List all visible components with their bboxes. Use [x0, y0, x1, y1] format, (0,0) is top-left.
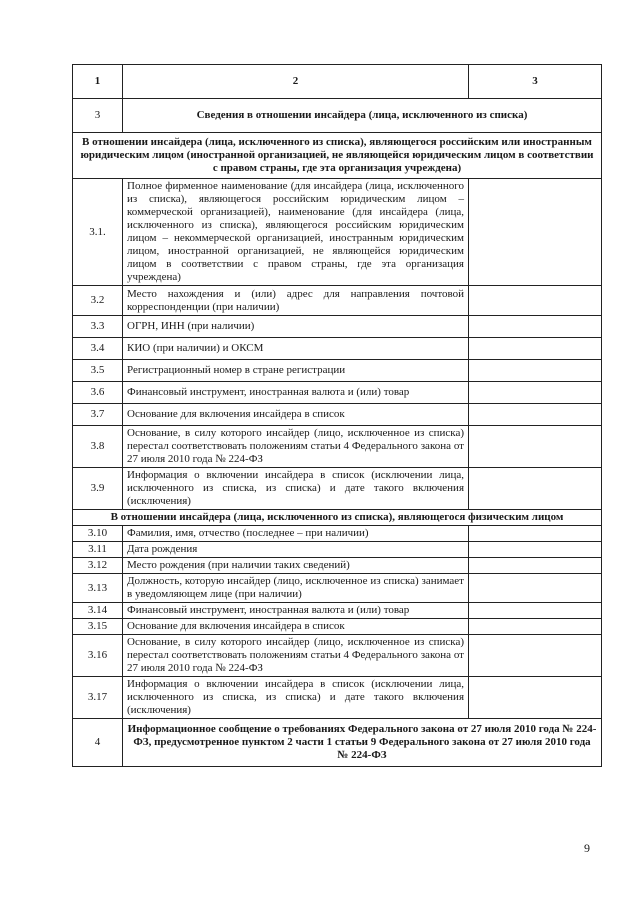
- row-description: Финансовый инструмент, иностранная валюта и (или) товар: [123, 603, 469, 619]
- header-col-2: 2: [123, 65, 469, 99]
- row-description: Должность, которую инсайдер (лицо, исключенное из списка) занимает в уведомляющем лице (при наличии): [123, 574, 469, 603]
- row-number: 3.16: [73, 635, 123, 677]
- row-value-cell: [469, 179, 602, 286]
- row-description: Фамилия, имя, отчество (последнее – при наличии): [123, 526, 469, 542]
- section-3-title: Сведения в отношении инсайдера (лица, исключенного из списка): [123, 99, 602, 133]
- table-row: [73, 382, 602, 404]
- header-col-3: 3: [469, 65, 602, 99]
- row-description: Информация о включении инсайдера в список (исключении лица, исключенного из списка, из списка) и дате такого включения (исключения): [123, 468, 469, 510]
- row-value-cell: [469, 338, 602, 360]
- row-number: 3.5: [73, 360, 123, 382]
- row-description: Место нахождения и (или) адрес для направления почтовой корреспонденции (при наличии): [123, 286, 469, 316]
- table-row: [73, 179, 602, 286]
- individual-header: В отношении инсайдера (лица, исключенного из списка), являющегося физическим лицом: [73, 510, 602, 526]
- legal-entity-header-row: [73, 133, 602, 179]
- row-number: 3.3: [73, 316, 123, 338]
- section-3-row: [73, 99, 602, 133]
- row-number: 3.1.: [73, 179, 123, 286]
- row-value-cell: [469, 468, 602, 510]
- row-value-cell: [469, 526, 602, 542]
- table-row: [73, 542, 602, 558]
- row-description: Основание, в силу которого инсайдер (лицо, исключенное из списка) перестал соответствовать положениям статьи 4 Федерального закона от 27 июля 2010 года № 224-ФЗ: [123, 426, 469, 468]
- section-4-number: 4: [73, 719, 123, 767]
- row-value-cell: [469, 558, 602, 574]
- row-number: 3.2: [73, 286, 123, 316]
- section-3-number: 3: [73, 99, 123, 133]
- table-row: [73, 635, 602, 677]
- insider-info-table: [72, 64, 602, 767]
- table-row: [73, 574, 602, 603]
- section-4-row: [73, 719, 602, 767]
- table-row: [73, 404, 602, 426]
- row-value-cell: [469, 382, 602, 404]
- table-row: [73, 603, 602, 619]
- row-description: Основание, в силу которого инсайдер (лицо, исключенное из списка) перестал соответствовать положениям статьи 4 Федерального закона от 27 июля 2010 года № 224-ФЗ: [123, 635, 469, 677]
- table-row: [73, 338, 602, 360]
- row-value-cell: [469, 574, 602, 603]
- row-description: КИО (при наличии) и ОКСМ: [123, 338, 469, 360]
- row-value-cell: [469, 286, 602, 316]
- row-description: Финансовый инструмент, иностранная валюта и (или) товар: [123, 382, 469, 404]
- table-row: [73, 526, 602, 542]
- row-value-cell: [469, 619, 602, 635]
- row-number: 3.6: [73, 382, 123, 404]
- row-description: ОГРН, ИНН (при наличии): [123, 316, 469, 338]
- row-number: 3.10: [73, 526, 123, 542]
- row-number: 3.15: [73, 619, 123, 635]
- table-row: [73, 677, 602, 719]
- row-description: Место рождения (при наличии таких сведений): [123, 558, 469, 574]
- row-description: Основание для включения инсайдера в список: [123, 619, 469, 635]
- row-description: Регистрационный номер в стране регистрации: [123, 360, 469, 382]
- row-value-cell: [469, 360, 602, 382]
- table-row: [73, 286, 602, 316]
- row-number: 3.8: [73, 426, 123, 468]
- row-value-cell: [469, 426, 602, 468]
- row-number: 3.7: [73, 404, 123, 426]
- row-value-cell: [469, 542, 602, 558]
- table-row: [73, 426, 602, 468]
- individual-header-row: [73, 510, 602, 526]
- page-number: 9: [584, 841, 590, 855]
- row-number: 3.17: [73, 677, 123, 719]
- legal-entity-header: В отношении инсайдера (лица, исключенного из списка), являющегося российским или иностранным юридическим лицом (иностранной организацией, не являющейся юридическим лицом в соответствии с правом страны, где эта организация учреждена): [73, 133, 602, 179]
- row-value-cell: [469, 316, 602, 338]
- table-header-row: [73, 65, 602, 99]
- table-row: [73, 558, 602, 574]
- row-description: Полное фирменное наименование (для инсайдера (лица, исключенного из списка), являющегося российским юридическим лицом – коммерческой организацией), наименование (для инсайдера (лица, исключенного из списка), являющегося российским юридическим лицом – некоммерческой организацией, иностранным юридическим лицом, иностранной организацией, не являющейся юридическим лицом в соответствии с правом страны, где эта организация учреждена): [123, 179, 469, 286]
- table-row: [73, 316, 602, 338]
- row-number: 3.9: [73, 468, 123, 510]
- row-value-cell: [469, 677, 602, 719]
- row-description: Основание для включения инсайдера в список: [123, 404, 469, 426]
- row-value-cell: [469, 635, 602, 677]
- table-row: [73, 468, 602, 510]
- section-4-text: Информационное сообщение о требованиях Федерального закона от 27 июля 2010 года № 224-ФЗ, предусмотренное пунктом 2 части 1 статьи 9 Федерального закона от 27 июля 2010 года № 224-ФЗ: [123, 719, 602, 767]
- row-number: 3.12: [73, 558, 123, 574]
- row-number: 3.11: [73, 542, 123, 558]
- table-row: [73, 360, 602, 382]
- row-number: 3.14: [73, 603, 123, 619]
- row-value-cell: [469, 603, 602, 619]
- row-description: Дата рождения: [123, 542, 469, 558]
- table-row: [73, 619, 602, 635]
- header-col-1: 1: [73, 65, 123, 99]
- row-number: 3.4: [73, 338, 123, 360]
- row-number: 3.13: [73, 574, 123, 603]
- row-description: Информация о включении инсайдера в список (исключении лица, исключенного из списка, из списка) и дате такого включения (исключения): [123, 677, 469, 719]
- row-value-cell: [469, 404, 602, 426]
